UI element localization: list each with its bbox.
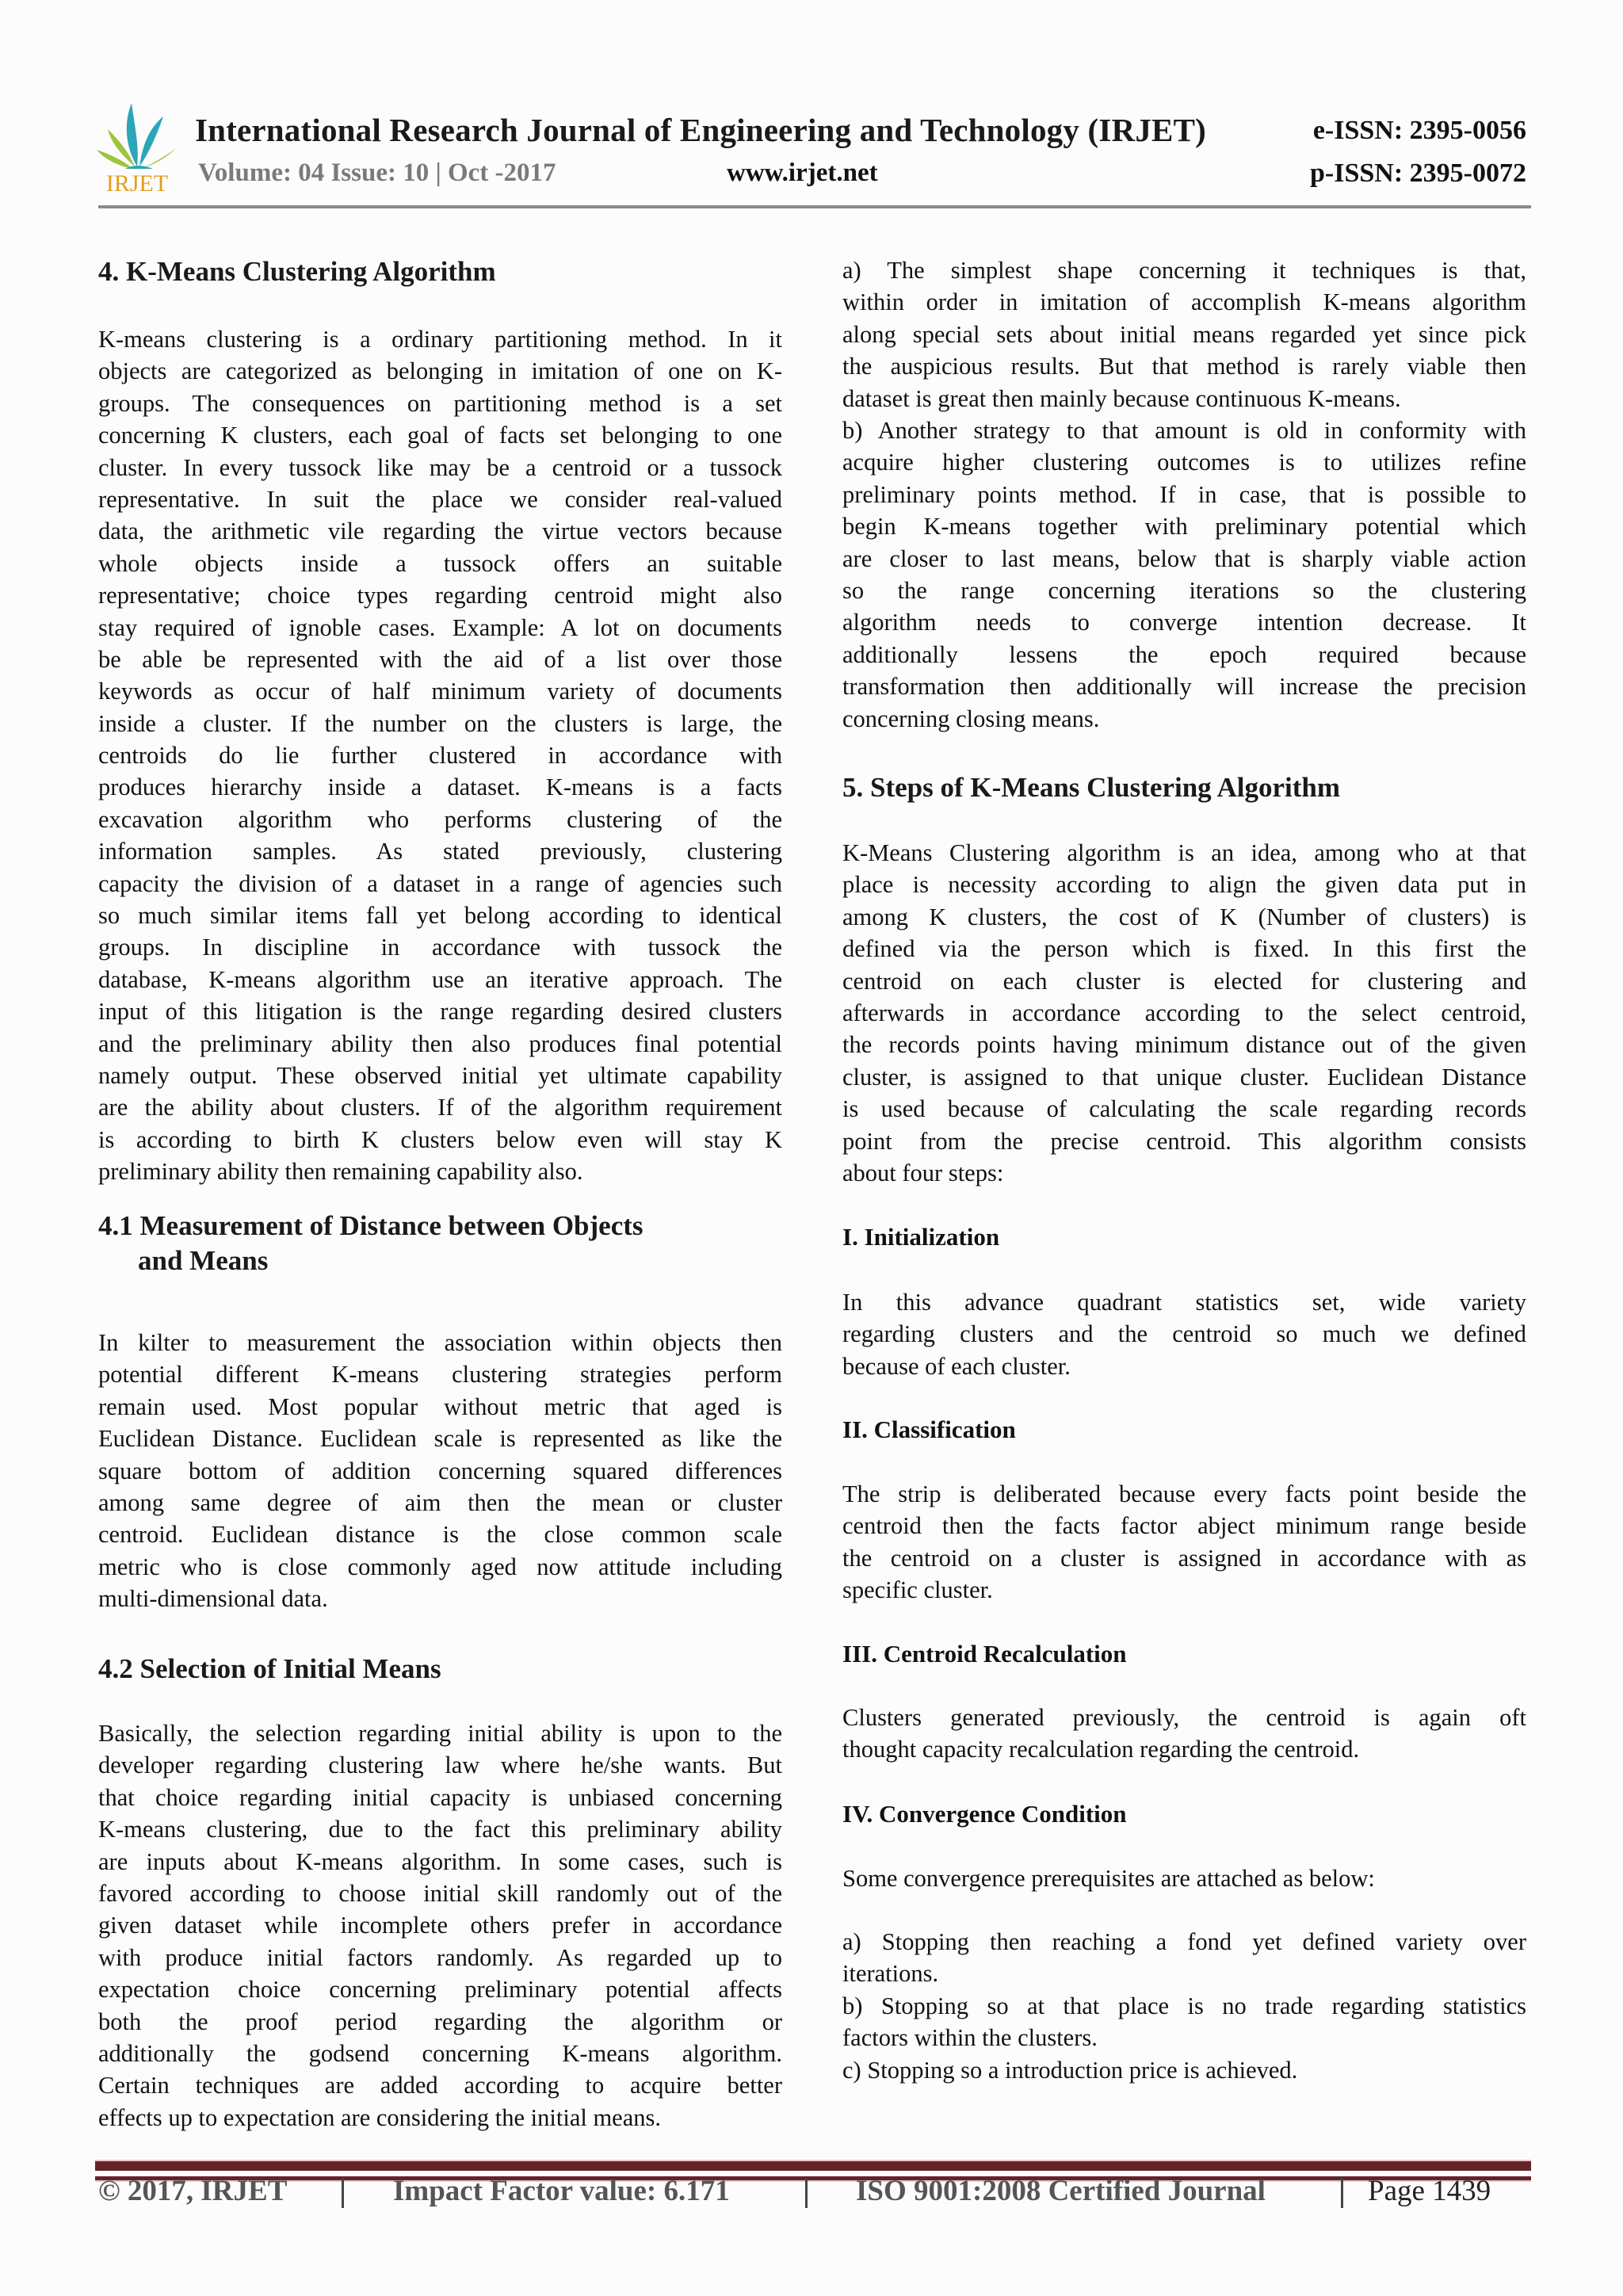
text-line: afterwards in accordance according to the select centroid, — [842, 999, 1526, 1026]
text-line: representative. In suit the place we consider real-valued — [98, 485, 782, 513]
text-line: namely output. These observed initial yet ultimate capability — [98, 1061, 782, 1089]
section-heading-4-1 — [98, 1209, 782, 1278]
text-line: centroids do lie further clustered in accordance with — [98, 742, 782, 770]
paragraph-kmeans-intro — [98, 323, 782, 1188]
text-line: a) The simplest shape concerning it techniques is that, — [842, 257, 1526, 284]
text-line: data, the arithmetic vile regarding the virtue vectors because — [98, 518, 782, 545]
text-line: c) Stopping so a introduction price is achieved. — [842, 2057, 1298, 2084]
text-line: centroid then the facts factor abject minimum range beside — [842, 1512, 1526, 1540]
footer-page-number: Page 1439 — [1368, 2175, 1491, 2207]
text-line: excavation algorithm who performs clustering of the — [98, 805, 782, 833]
paragraph-strategy-b — [842, 415, 1526, 735]
footer-separator — [342, 2178, 344, 2208]
text-line: additionally lessens the epoch required because — [842, 640, 1526, 668]
text-line: are closer to last means, below that is sharply viable action — [842, 544, 1526, 572]
text-line: algorithm needs to converge intention decrease. It — [842, 609, 1526, 636]
text-line: expectation choice concerning preliminary potential affects — [98, 1976, 782, 2004]
text-line: additionally the godsend concerning K-means algorithm. — [98, 2039, 782, 2067]
volume-issue: Volume: 04 Issue: 10 | Oct -2017 — [198, 159, 556, 187]
text-line: are inputs about K-means algorithm. In some cases, such is — [98, 1847, 782, 1875]
heading-line: and Means — [138, 1245, 269, 1276]
footer-separator — [805, 2178, 808, 2208]
text-line: regarding clusters and the centroid so much we defined — [842, 1320, 1526, 1348]
paragraph-distance — [98, 1327, 782, 1615]
text-line: given dataset while incomplete others prefer in accordance — [98, 1912, 782, 1939]
list-item-b — [842, 1990, 1526, 2054]
text-line: defined via the person which is fixed. In this first the — [842, 935, 1526, 963]
text-line: thought capacity recalculation regarding the centroid. — [842, 1736, 1360, 1763]
text-line: square bottom of addition concerning squared differences — [98, 1457, 782, 1484]
subheading-initialization: I. Initialization — [842, 1223, 1000, 1251]
text-line: dataset is great then mainly because continuous K-means. — [842, 384, 1401, 412]
text-line: effects up to expectation are considering the initial means. — [98, 2103, 662, 2131]
text-line: K-Means Clustering algorithm is an idea, among who at that — [842, 839, 1526, 866]
text-line: that choice regarding initial capacity is unbiased concerning — [98, 1783, 782, 1811]
text-line: In kilter to measurement the association within objects then — [98, 1329, 782, 1356]
text-line: so the range concerning iterations so the clustering — [842, 576, 1526, 604]
text-line: along special sets about initial means regarded yet since pick — [842, 320, 1526, 348]
e-issn: e-ISSN: 2395-0056 — [1312, 116, 1526, 145]
text-line: is used because of calculating the scale regarding records — [842, 1095, 1526, 1123]
p-issn: p-ISSN: 2395-0072 — [1310, 159, 1526, 188]
text-line: begin K-means together with preliminary potential which — [842, 513, 1526, 541]
text-line: stay required of ignoble cases. Example: A lot on documents — [98, 613, 782, 641]
footer-bar — [95, 2160, 1531, 2171]
text-line: produces hierarchy inside a dataset. K-means is a facts — [98, 774, 782, 801]
text-line: about four steps: — [842, 1159, 1004, 1186]
text-line: b) Stopping so at that place is no trade regarding statistics — [842, 1992, 1526, 2019]
heading-line: 4.1 Measurement of Distance between Objects — [98, 1210, 643, 1241]
text-line: Basically, the selection regarding initial ability is upon to the — [98, 1720, 782, 1747]
text-line: centroid. Euclidean distance is the close common scale — [98, 1521, 782, 1549]
text-line: In this advance quadrant statistics set, wide variety — [842, 1289, 1526, 1316]
text-line: are the ability about clusters. If of the algorithm requirement — [98, 1094, 782, 1121]
text-line: because of each cluster. — [842, 1352, 1071, 1380]
subheading-classification: II. Classification — [842, 1415, 1016, 1443]
text-line: potential different K-means clustering strategies perform — [98, 1361, 782, 1389]
text-line: concerning K clusters, each goal of facts set belonging to one — [98, 422, 782, 449]
text-line: place is necessity according to align the given data put in — [842, 871, 1526, 899]
text-line: transformation then additionally will increase the precision — [842, 673, 1526, 701]
text-line: representative; choice types regarding centroid might also — [98, 582, 782, 609]
text-line: Euclidean Distance. Euclidean scale is represented as like the — [98, 1425, 782, 1453]
paragraph-steps-intro — [842, 837, 1526, 1189]
text-line: capacity the division of a dataset in a range of agencies such — [98, 869, 782, 897]
text-line: among K clusters, the cost of K (Number of clusters) is — [842, 903, 1526, 930]
footer-impact-factor: Impact Factor value: 6.171 — [393, 2175, 730, 2207]
list-item-a — [842, 1926, 1526, 1990]
text-line: multi-dimensional data. — [98, 1585, 328, 1613]
text-line: The strip is deliberated because every facts point beside the — [842, 1480, 1526, 1507]
text-line: factors within the clusters. — [842, 2024, 1098, 2052]
text-line: within order in imitation of accomplish K-means algorithm — [842, 288, 1526, 316]
text-line: K-means clustering is a ordinary partitioning method. In it — [98, 326, 782, 353]
section-heading-5: 5. Steps of K-Means Clustering Algorithm — [842, 772, 1341, 803]
section-heading-4-2: 4.2 Selection of Initial Means — [98, 1653, 441, 1684]
paragraph-convergence — [842, 1862, 1526, 1894]
text-line: concerning closing means. — [842, 705, 1100, 732]
footer-separator — [1341, 2178, 1343, 2208]
text-line: so much similar items fall yet belong according to identical — [98, 902, 782, 930]
text-line: among same degree of aim then the mean or cluster — [98, 1488, 782, 1516]
text-line: keywords as occur of half minimum variety of documents — [98, 678, 782, 705]
text-line: objects are categorized as belonging in imitation of one on K- — [98, 357, 782, 385]
text-line: remain used. Most popular without metric that aged is — [98, 1392, 782, 1420]
footer-copyright: © 2017, IRJET — [98, 2175, 288, 2207]
subheading-centroid-recalculation: III. Centroid Recalculation — [842, 1640, 1127, 1668]
text-line: is according to birth K clusters below even will stay K — [98, 1125, 782, 1153]
header-divider — [98, 205, 1531, 208]
text-line: cluster. In every tussock like may be a centroid or a tussock — [98, 453, 782, 481]
text-line: a) Stopping then reaching a fond yet defined variety over — [842, 1928, 1526, 1955]
text-line: database, K-means algorithm use an iterative approach. The — [98, 965, 782, 993]
irjet-logo — [94, 99, 181, 194]
text-line: both the proof period regarding the algorithm or — [98, 2008, 782, 2035]
paragraph-initialization — [842, 1286, 1526, 1382]
text-line: groups. The consequences on partitioning method is a set — [98, 389, 782, 417]
text-line: K-means clustering, due to the fact this preliminary ability — [98, 1816, 782, 1843]
subheading-convergence: IV. Convergence Condition — [842, 1800, 1127, 1828]
text-line: the centroid on a cluster is assigned in accordance with as — [842, 1544, 1526, 1572]
text-line: information samples. As stated previously, clustering — [98, 838, 782, 865]
paragraph-centroid-recalculation — [842, 1702, 1526, 1766]
paragraph-classification — [842, 1478, 1526, 1606]
text-line: point from the precise centroid. This algorithm consists — [842, 1127, 1526, 1155]
text-line: iterations. — [842, 1960, 939, 1988]
journal-title: International Research Journal of Engineering and Technology (IRJET) — [195, 112, 1206, 148]
text-line: centroid on each cluster is elected for clustering and — [842, 967, 1526, 995]
text-line: and the preliminary ability then also produces final potential — [98, 1030, 782, 1057]
paragraph-initial-means — [98, 1717, 782, 2134]
text-line: be able be represented with the aid of a list over those — [98, 645, 782, 673]
text-line: acquire higher clustering outcomes is to utilizes refine — [842, 449, 1526, 476]
logo-text: IRJET — [105, 170, 169, 194]
text-line: Clusters generated previously, the centroid is again oft — [842, 1704, 1526, 1731]
text-line: preliminary points method. If in case, that is possible to — [842, 480, 1526, 508]
text-line: inside a cluster. If the number on the clusters is large, the — [98, 709, 782, 737]
text-line: developer regarding clustering law where he/she wants. But — [98, 1752, 782, 1779]
section-heading-4: 4. K-Means Clustering Algorithm — [98, 256, 496, 287]
footer-iso: ISO 9001:2008 Certified Journal — [856, 2175, 1266, 2207]
text-line: the records points having minimum distance out of the given — [842, 1031, 1526, 1059]
text-line: groups. In discipline in accordance with tussock the — [98, 934, 782, 961]
list-item-c — [842, 2054, 1526, 2086]
footer-bar-thin — [95, 2176, 1531, 2182]
text-line: favored according to choose initial skill randomly out of the — [98, 1879, 782, 1907]
text-line: Certain techniques are added according to acquire better — [98, 2072, 782, 2099]
text-line: Some convergence prerequisites are attached as below: — [842, 1865, 1375, 1892]
journal-website-link[interactable]: www.irjet.net — [727, 159, 878, 187]
text-line: b) Another strategy to that amount is old in conformity with — [842, 417, 1526, 444]
text-line: whole objects inside a tussock offers an suitable — [98, 549, 782, 577]
text-line: preliminary ability then remaining capability also. — [98, 1158, 583, 1186]
text-line: the auspicious results. But that method is rarely viable then — [842, 353, 1526, 380]
paragraph-strategy-a — [842, 254, 1526, 415]
text-line: with produce initial factors randomly. As regarded up to — [98, 1943, 782, 1971]
text-line: metric who is close commonly aged now attitude including — [98, 1553, 782, 1580]
text-line: cluster, is assigned to that unique cluster. Euclidean Distance — [842, 1063, 1526, 1091]
text-line: input of this litigation is the range regarding desired clusters — [98, 998, 782, 1026]
text-line: specific cluster. — [842, 1576, 993, 1604]
